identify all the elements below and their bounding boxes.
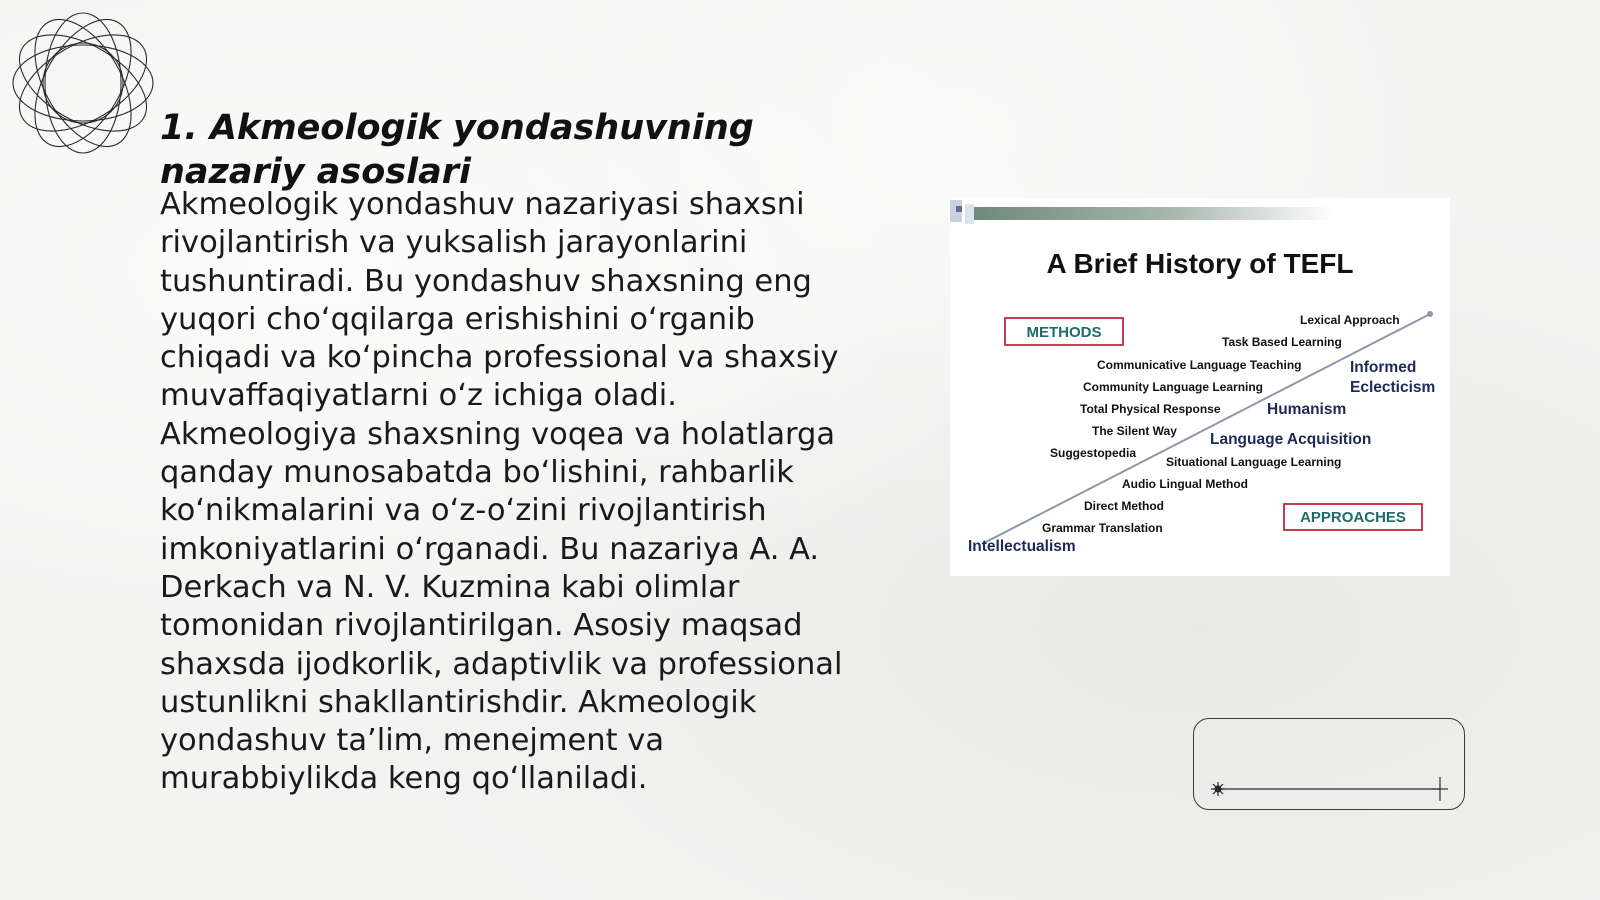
approach-humanism: Humanism (1267, 401, 1347, 418)
method-grammar-translation: Grammar Translation (1042, 521, 1163, 535)
method-situational-language-learning: Situational Language Learning (1166, 455, 1342, 469)
tefl-history-diagram (950, 198, 1450, 576)
approach-eclecticism: Eclecticism (1350, 379, 1436, 396)
method-communicative-language-teaching: Communicative Language Teaching (1097, 358, 1302, 372)
header-ornament-dot (956, 206, 962, 212)
crosshair-icon (1432, 777, 1448, 801)
approach-language-acquisition: Language Acquisition (1210, 431, 1372, 448)
method-task-based-learning: Task Based Learning (1222, 335, 1342, 349)
header-ornament-block (965, 204, 974, 224)
header-bar (974, 207, 1334, 220)
methods-label: METHODS (1026, 324, 1102, 341)
toolbox-graphic (1194, 719, 1466, 811)
method-direct-method: Direct Method (1084, 499, 1165, 513)
method-total-physical-response: Total Physical Response (1080, 402, 1221, 416)
diagonal-end-dot (1427, 311, 1433, 317)
figure-title: A Brief History of TEFL (1046, 248, 1354, 279)
method-audio-lingual-method: Audio Lingual Method (1122, 477, 1248, 491)
slide-title: 1. Akmeologik yondashuvning nazariy asoslari (160, 108, 754, 192)
decorative-toolbox (1193, 718, 1465, 810)
method-community-language-learning: Community Language Learning (1083, 380, 1264, 394)
slide-body-text: Akmeologik yondashuv nazariyasi shaxsni rivojlantirish va yuksalish jarayonlarini tushuntiradi. Bu yondashuv shaxsning eng yuqori cho‘qqilarga erishishini o‘rganib chiqadi va ko‘pincha professional va shaxsiy muvaffaqiyatlarni o‘z ichiga oladi. Akmeologiya shaxsning voqea va holatlarga qanday munosabatda bo‘lishini, rahbarlik ko‘nikmalarini va o‘z-o‘zini rivojlantirish imkoniyatlarini o‘rganadi. Bu nazariya A. A. Derkach va N. V. Kuzmina kabi olimlar tomonidan rivojlantirilgan. Asosiy maqsad shaxsda ijodkorlik, adaptivlik va professional ustunlikni shakllantirishdir. Akmeologik yondashuv ta’lim, menejment va murabbiylikda keng qo‘llaniladi. (160, 187, 843, 797)
approach-intellectualism: Intellectualism (968, 538, 1076, 555)
approaches-label: APPROACHES (1300, 509, 1406, 526)
method-lexical-approach: Lexical Approach (1300, 313, 1400, 327)
tefl-history-figure (950, 198, 1450, 576)
method-the-silent-way: The Silent Way (1092, 424, 1177, 438)
sparkle-icon (1211, 782, 1225, 796)
method-suggestopedia: Suggestopedia (1050, 446, 1137, 460)
interlaced-circles-icon (10, 10, 156, 156)
approach-informed: Informed (1350, 359, 1417, 376)
